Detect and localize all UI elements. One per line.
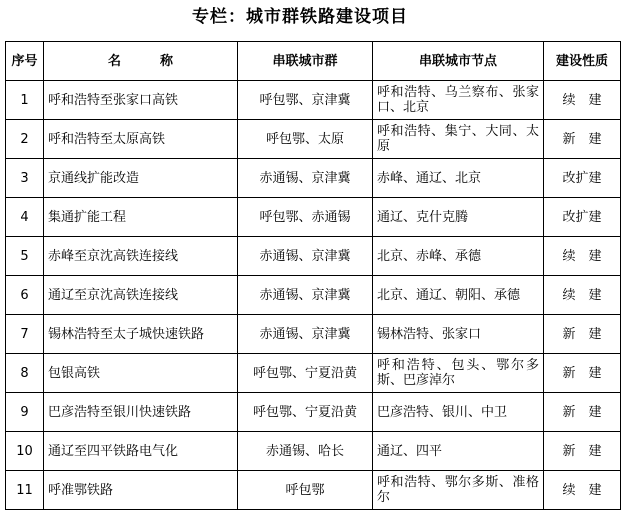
cell-type xyxy=(544,120,621,159)
cell-nodes xyxy=(373,120,544,159)
cell-no xyxy=(6,354,44,393)
cell-type-text: 新 建 xyxy=(562,365,602,381)
cell-group xyxy=(238,81,373,120)
cell-nodes-text: 北京、赤峰、承德 xyxy=(377,248,482,264)
table-row xyxy=(6,315,621,354)
cell-nodes xyxy=(373,315,544,354)
cell-group-text: 呼包鄂、赤通锡 xyxy=(259,209,351,225)
table-row xyxy=(6,237,621,276)
cell-no xyxy=(6,120,44,159)
cell-no-text: 8 xyxy=(20,365,29,381)
projects-table xyxy=(5,41,621,510)
cell-group xyxy=(238,159,373,198)
cell-group xyxy=(238,120,373,159)
cell-type xyxy=(544,315,621,354)
cell-name-text: 巴彦浩特至银川快速铁路 xyxy=(48,404,192,420)
cell-no xyxy=(6,276,44,315)
cell-group xyxy=(238,276,373,315)
cell-group xyxy=(238,471,373,510)
cell-name-text: 赤峰至京沈高铁连接线 xyxy=(48,248,179,264)
cell-nodes-text: 呼和浩特、包头、鄂尔多斯、巴彦淖尔 xyxy=(377,358,539,388)
cell-type xyxy=(544,432,621,471)
cell-nodes xyxy=(373,159,544,198)
cell-name-text: 锡林浩特至太子城快速铁路 xyxy=(48,326,205,342)
cell-nodes xyxy=(373,198,544,237)
cell-no xyxy=(6,393,44,432)
cell-group-text: 呼包鄂、京津冀 xyxy=(259,92,351,108)
cell-no xyxy=(6,471,44,510)
cell-nodes-text: 呼和浩特、鄂尔多斯、准格尔 xyxy=(377,475,539,505)
table-header-row xyxy=(6,42,621,81)
cell-nodes-text: 北京、通辽、朝阳、承德 xyxy=(377,287,521,303)
cell-nodes-text: 通辽、四平 xyxy=(377,443,443,459)
header-no: 序号 xyxy=(6,42,44,81)
header-nodes: 串联城市节点 xyxy=(373,42,544,81)
header-group: 串联城市群 xyxy=(238,42,373,81)
cell-group xyxy=(238,354,373,393)
table-row xyxy=(6,393,621,432)
cell-no-text: 10 xyxy=(16,443,33,459)
cell-group-text: 赤通锡、京津冀 xyxy=(259,170,351,186)
cell-type xyxy=(544,471,621,510)
cell-nodes-text: 锡林浩特、张家口 xyxy=(377,326,482,342)
cell-nodes xyxy=(373,471,544,510)
table-row xyxy=(6,354,621,393)
cell-type xyxy=(544,276,621,315)
cell-name-text: 集通扩能工程 xyxy=(48,209,127,225)
header-type: 建设性质 xyxy=(544,42,621,81)
cell-type-text: 续 建 xyxy=(562,287,602,303)
cell-type xyxy=(544,237,621,276)
cell-group-text: 赤通锡、京津冀 xyxy=(259,326,351,342)
table-row xyxy=(6,159,621,198)
cell-no-text: 4 xyxy=(20,209,29,225)
cell-type-text: 续 建 xyxy=(562,248,602,264)
cell-name-text: 京通线扩能改造 xyxy=(48,170,140,186)
cell-group xyxy=(238,393,373,432)
cell-group-text: 赤通锡、哈长 xyxy=(265,443,344,459)
table-row xyxy=(6,471,621,510)
cell-nodes xyxy=(373,81,544,120)
header-name: 名 称 xyxy=(44,42,238,81)
cell-group xyxy=(238,198,373,237)
cell-type xyxy=(544,198,621,237)
cell-no xyxy=(6,198,44,237)
cell-name-text: 呼和浩特至太原高铁 xyxy=(48,131,166,147)
cell-name-text: 呼准鄂铁路 xyxy=(48,482,114,498)
cell-no-text: 5 xyxy=(20,248,29,264)
cell-name xyxy=(44,159,238,198)
cell-nodes xyxy=(373,393,544,432)
cell-nodes xyxy=(373,432,544,471)
cell-type-text: 改扩建 xyxy=(562,170,602,186)
cell-group-text: 赤通锡、京津冀 xyxy=(259,287,351,303)
table-row xyxy=(6,120,621,159)
cell-type-text: 改扩建 xyxy=(562,209,602,225)
cell-nodes xyxy=(373,276,544,315)
cell-no-text: 7 xyxy=(20,326,29,342)
cell-type xyxy=(544,81,621,120)
cell-type-text: 续 建 xyxy=(562,92,602,108)
cell-no xyxy=(6,159,44,198)
cell-no xyxy=(6,237,44,276)
cell-name xyxy=(44,120,238,159)
cell-name xyxy=(44,432,238,471)
cell-type-text: 新 建 xyxy=(562,131,602,147)
cell-name-text: 通辽至四平铁路电气化 xyxy=(48,443,179,459)
cell-no-text: 6 xyxy=(20,287,29,303)
cell-group-text: 赤通锡、京津冀 xyxy=(259,248,351,264)
cell-no-text: 2 xyxy=(20,131,29,147)
cell-name xyxy=(44,354,238,393)
cell-no-text: 1 xyxy=(20,92,29,108)
cell-type xyxy=(544,159,621,198)
cell-name xyxy=(44,81,238,120)
cell-type-text: 新 建 xyxy=(562,326,602,342)
cell-name xyxy=(44,237,238,276)
cell-type-text: 新 建 xyxy=(562,404,602,420)
cell-no-text: 3 xyxy=(20,170,29,186)
table-row xyxy=(6,198,621,237)
cell-name xyxy=(44,276,238,315)
cell-name xyxy=(44,315,238,354)
cell-type-text: 续 建 xyxy=(562,482,602,498)
cell-nodes-text: 巴彦浩特、银川、中卫 xyxy=(377,404,508,420)
cell-nodes-text: 通辽、克什克腾 xyxy=(377,209,469,225)
cell-group-text: 呼包鄂、宁夏沿黄 xyxy=(252,365,357,381)
table-row xyxy=(6,81,621,120)
cell-group-text: 呼包鄂、宁夏沿黄 xyxy=(252,404,357,420)
table-row xyxy=(6,432,621,471)
cell-group-text: 呼包鄂、太原 xyxy=(265,131,344,147)
cell-no-text: 11 xyxy=(16,482,33,498)
cell-nodes xyxy=(373,237,544,276)
cell-nodes-text: 赤峰、通辽、北京 xyxy=(377,170,482,186)
cell-name-text: 包银高铁 xyxy=(48,365,101,381)
cell-nodes xyxy=(373,354,544,393)
cell-name xyxy=(44,393,238,432)
cell-name xyxy=(44,471,238,510)
cell-name xyxy=(44,198,238,237)
cell-name-text: 呼和浩特至张家口高铁 xyxy=(48,92,179,108)
table-row xyxy=(6,276,621,315)
cell-type xyxy=(544,393,621,432)
cell-group xyxy=(238,237,373,276)
cell-group xyxy=(238,432,373,471)
cell-nodes-text: 呼和浩特、集宁、大同、太原 xyxy=(377,124,539,154)
cell-no xyxy=(6,432,44,471)
cell-group-text: 呼包鄂 xyxy=(285,482,325,498)
cell-type xyxy=(544,354,621,393)
cell-no xyxy=(6,81,44,120)
cell-type-text: 新 建 xyxy=(562,443,602,459)
cell-group xyxy=(238,315,373,354)
cell-name-text: 通辽至京沈高铁连接线 xyxy=(48,287,179,303)
cell-nodes-text: 呼和浩特、乌兰察布、张家口、北京 xyxy=(377,85,539,115)
cell-no-text: 9 xyxy=(20,404,29,420)
page-title: 专栏：城市群铁路建设项目 xyxy=(192,7,408,27)
cell-no xyxy=(6,315,44,354)
